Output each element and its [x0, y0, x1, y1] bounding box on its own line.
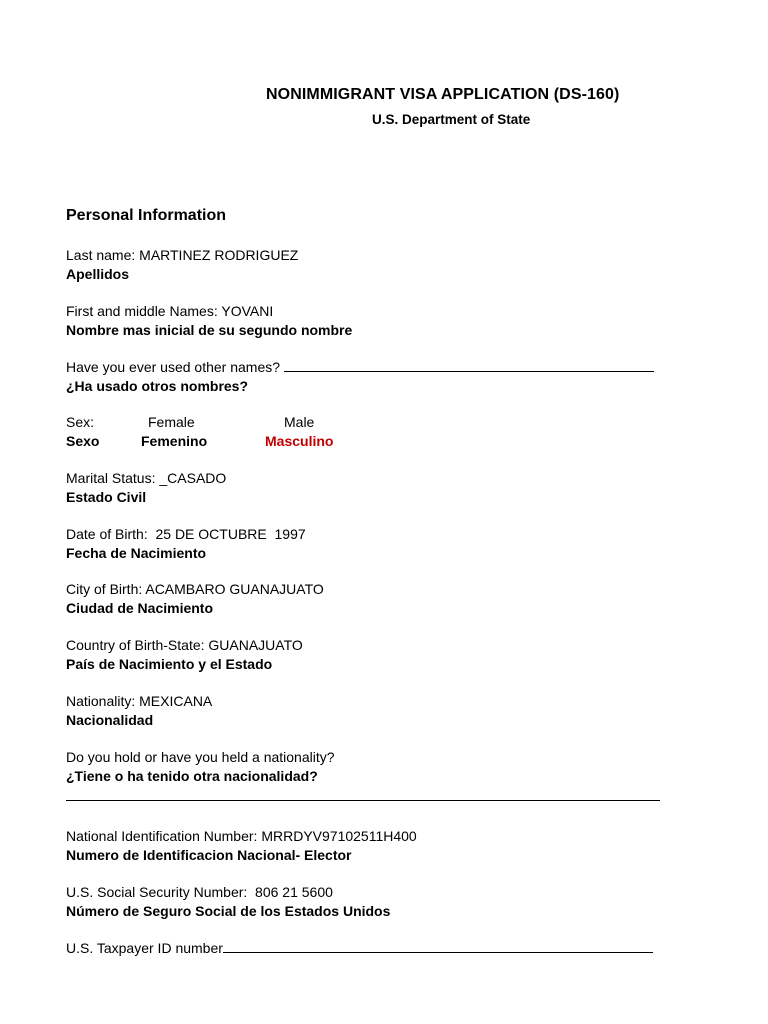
marital-status-es: Estado Civil — [66, 489, 147, 505]
field-marital-status — [66, 469, 746, 507]
form-title: NONIMMIGRANT VISA APPLICATION (DS-160) — [266, 86, 620, 103]
last-name-es: Apellidos — [66, 266, 130, 282]
field-country-of-birth — [66, 636, 746, 674]
other-nationality-en: Do you hold or have you held a nationality? — [66, 749, 335, 765]
sex-option-female-en: Female — [148, 414, 195, 430]
other-names-es: ¿Ha usado otros nombres? — [66, 378, 249, 394]
date-of-birth-en: Date of Birth: 25 DE OCTUBRE 1997 — [66, 526, 306, 542]
field-other-nationality — [66, 748, 746, 801]
sex-option-female-es: Femenino — [141, 433, 208, 449]
other-nationality-blank — [66, 786, 660, 801]
sex-option-male-es-selected: Masculino — [265, 433, 334, 449]
taxpayer-id-en — [66, 939, 746, 958]
field-nationality — [66, 692, 746, 730]
sex-label-es: Sexo — [66, 433, 100, 449]
field-first-names — [66, 302, 746, 340]
nationality-es: Nacionalidad — [66, 712, 154, 728]
form-subtitle: U.S. Department of State — [372, 112, 531, 127]
ssn-es: Número de Seguro Social de los Estados Unidos — [66, 903, 391, 919]
field-sex — [66, 413, 746, 451]
city-of-birth-es: Ciudad de Nacimiento — [66, 600, 214, 616]
sex-row-en — [66, 413, 746, 432]
field-last-name — [66, 246, 746, 284]
other-names-blank — [284, 358, 654, 372]
field-national-id — [66, 827, 746, 865]
taxpayer-id-blank — [223, 939, 653, 953]
national-id-es: Numero de Identificacion Nacional- Elector — [66, 847, 352, 863]
ssn-en: U.S. Social Security Number: 806 21 5600 — [66, 884, 333, 900]
last-name-en: Last name: MARTINEZ RODRIGUEZ — [66, 247, 299, 263]
field-date-of-birth — [66, 525, 746, 563]
other-nationality-es: ¿Tiene o ha tenido otra nacionalidad? — [66, 768, 318, 784]
sex-row-es — [66, 432, 746, 451]
nationality-en: Nationality: MEXICANA — [66, 693, 213, 709]
field-ssn — [66, 883, 746, 921]
other-names-en — [66, 358, 746, 377]
national-id-en: National Identification Number: MRRDYV97102511H400 — [66, 828, 417, 844]
date-of-birth-es: Fecha de Nacimiento — [66, 545, 207, 561]
field-city-of-birth — [66, 580, 746, 618]
field-taxpayer-id — [66, 939, 746, 958]
first-names-es: Nombre mas inicial de su segundo nombre — [66, 322, 353, 338]
taxpayer-id-label: U.S. Taxpayer ID number — [66, 940, 223, 956]
first-names-en: First and middle Names: YOVANI — [66, 303, 274, 319]
city-of-birth-en: City of Birth: ACAMBARO GUANAJUATO — [66, 581, 324, 597]
section-title-personal-information: Personal Information — [66, 207, 227, 224]
marital-status-en: Marital Status: _CASADO — [66, 470, 227, 486]
sex-option-male-en: Male — [284, 414, 315, 430]
country-of-birth-es: País de Nacimiento y el Estado — [66, 656, 273, 672]
other-names-question: Have you ever used other names? — [66, 359, 284, 375]
sex-label-en: Sex: — [66, 414, 95, 430]
country-of-birth-en: Country of Birth-State: GUANAJUATO — [66, 637, 303, 653]
field-other-names — [66, 358, 746, 396]
